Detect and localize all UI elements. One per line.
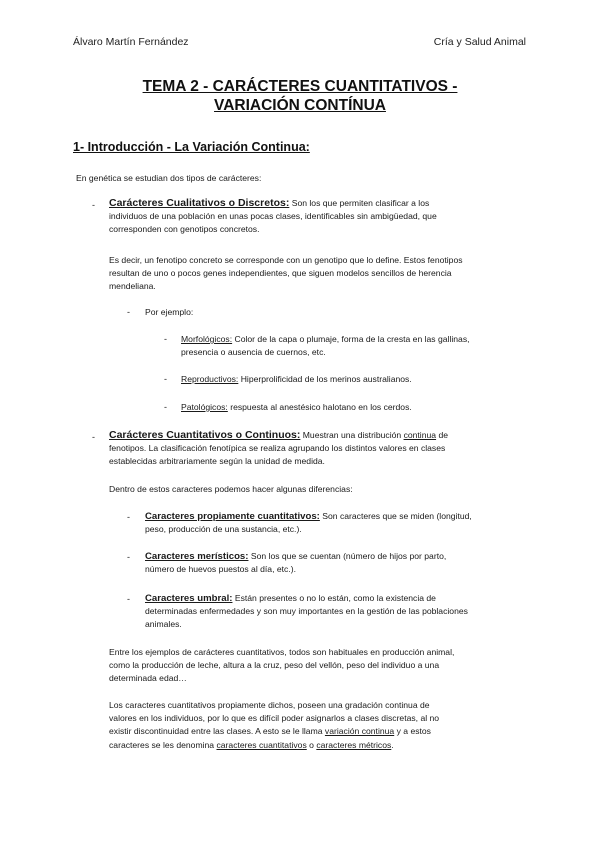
- type-label: Caracteres propiamente cuantitativos:: [145, 511, 320, 522]
- section-heading: 1- Introducción - La Variación Continua:: [73, 140, 310, 154]
- bullet-dash: -: [164, 334, 167, 344]
- paragraph-line: determinada edad…: [109, 673, 187, 684]
- paragraph-line: Entre los ejemplos de carácteres cuantitativos, todos son habituales en producción animal,: [109, 647, 455, 657]
- cualitativos-block: [109, 197, 437, 237]
- title-line-2: VARIACIÓN CONTÍNUA: [214, 97, 386, 114]
- paragraph-text: existir discontinuidad entre las clases. A esto se le llama: [109, 726, 325, 737]
- example-label: Morfológicos:: [181, 334, 233, 344]
- intro-text: En genética se estudian dos tipos de carácteres:: [76, 173, 262, 183]
- underlined-term: caracteres métricos: [316, 739, 392, 750]
- example-text: Hiperprolificidad de los merinos australianos.: [238, 374, 412, 384]
- cuantitativos-block: [109, 429, 448, 469]
- cualitativos-text: Son los que permiten clasificar a los: [289, 198, 430, 208]
- example-patologicos: [181, 401, 412, 414]
- examples-paragraph: [109, 646, 454, 686]
- type-text: Son los que se cuentan (número de hijos por parto,: [248, 551, 447, 561]
- example-intro: Por ejemplo:: [145, 307, 194, 317]
- paragraph-line: como la producción de leche, altura a la cruz, peso del vellón, peso del individuo a una: [109, 660, 440, 671]
- title-line-1: TEMA 2 - CARÁCTERES CUANTITATIVOS -: [142, 78, 458, 95]
- example-label: Patológicos:: [181, 402, 228, 412]
- bullet-dash: -: [127, 552, 130, 562]
- type-text: Están presentes o no lo están, como la existencia de: [232, 593, 436, 603]
- underlined-term: caracteres cuantitativos: [216, 739, 307, 750]
- type-umbral: [145, 592, 468, 632]
- cualitativos-line-3: corresponden con genotipos concretos.: [109, 224, 260, 235]
- type-label: Caracteres merísticos:: [145, 551, 249, 562]
- type-text: Son caracteres que se miden (longitud,: [319, 511, 472, 521]
- paragraph-text: o: [306, 739, 317, 750]
- cuantitativos-line-2: fenotipos. La clasificación fenotípica se realiza agrupando los distintos valores en clases: [109, 443, 446, 454]
- type-text: peso, producción de una sustancia, etc.).: [145, 524, 302, 535]
- cuantitativos-text: de: [436, 430, 449, 440]
- paragraph-line: Es decir, un fenotipo concreto se corresponde con un genotipo que lo define. Estos fenotipos: [109, 255, 463, 265]
- paragraph-text: .: [391, 739, 394, 750]
- paragraph-text: caracteres se les denomina: [109, 739, 217, 750]
- example-text: respuesta al anestésico halotano en los cerdos.: [227, 402, 412, 412]
- paragraph-line: Los caracteres cuantitativos propiamente dichos, poseen una gradación continua de: [109, 700, 430, 710]
- paragraph-text: y a estos: [394, 726, 431, 737]
- bullet-dash: -: [164, 374, 167, 384]
- bullet-dash: -: [127, 512, 130, 522]
- type-meristicos: [145, 550, 446, 576]
- final-paragraph: [109, 699, 439, 752]
- example-morfologicos: [181, 333, 470, 359]
- example-label: Reproductivos:: [181, 374, 239, 384]
- example-reproductivos: [181, 373, 412, 386]
- paragraph-line: valores en los individuos, por lo que es difícil poder asignarlos a clases discretas, al no: [109, 713, 440, 724]
- type-text: determinadas enfermedades y son muy importantes en la gestión de las poblaciones: [145, 606, 468, 617]
- example-text: Color de la capa o plumaje, forma de la cresta en las gallinas,: [232, 334, 470, 344]
- bullet-dash: -: [164, 402, 167, 412]
- header-subject: Cría y Salud Animal: [433, 36, 526, 48]
- bullet-dash: -: [127, 307, 130, 317]
- paragraph-line: mendeliana.: [109, 281, 156, 292]
- cuantitativos-label: Carácteres Cuantitativos o Continuos:: [109, 429, 301, 441]
- paragraph-line: resultan de uno o pocos genes independientes, que siguen modelos sencillos de herencia: [109, 268, 452, 279]
- differences-intro: Dentro de estos caracteres podemos hacer algunas diferencias:: [109, 484, 353, 494]
- cuantitativos-line-3: establecidas arbitrariamente según la unidad de medida.: [109, 456, 325, 467]
- cuantitativos-text: Muestran una distribución: [300, 430, 404, 440]
- type-label: Caracteres umbral:: [145, 593, 233, 604]
- type-cuantitativos: [145, 510, 472, 536]
- bullet-dash: -: [92, 432, 95, 442]
- example-text: presencia o ausencia de cuernos, etc.: [181, 347, 326, 358]
- cualitativos-paragraph-2: [109, 254, 463, 294]
- bullet-dash: -: [127, 594, 130, 604]
- page-title: [60, 77, 540, 115]
- underlined-term: variación continua: [324, 726, 395, 737]
- cualitativos-line-2: individuos de una población en unas pocas clases, identificables sin ambigüedad, que: [109, 211, 437, 222]
- underlined-term: continua: [403, 430, 437, 440]
- bullet-dash: -: [92, 200, 95, 210]
- cualitativos-label: Carácteres Cualitativos o Discretos:: [109, 197, 290, 209]
- type-text: número de huevos puestos al día, etc.).: [145, 564, 296, 575]
- header-author: Álvaro Martín Fernández: [73, 36, 189, 48]
- type-text: animales.: [145, 619, 182, 630]
